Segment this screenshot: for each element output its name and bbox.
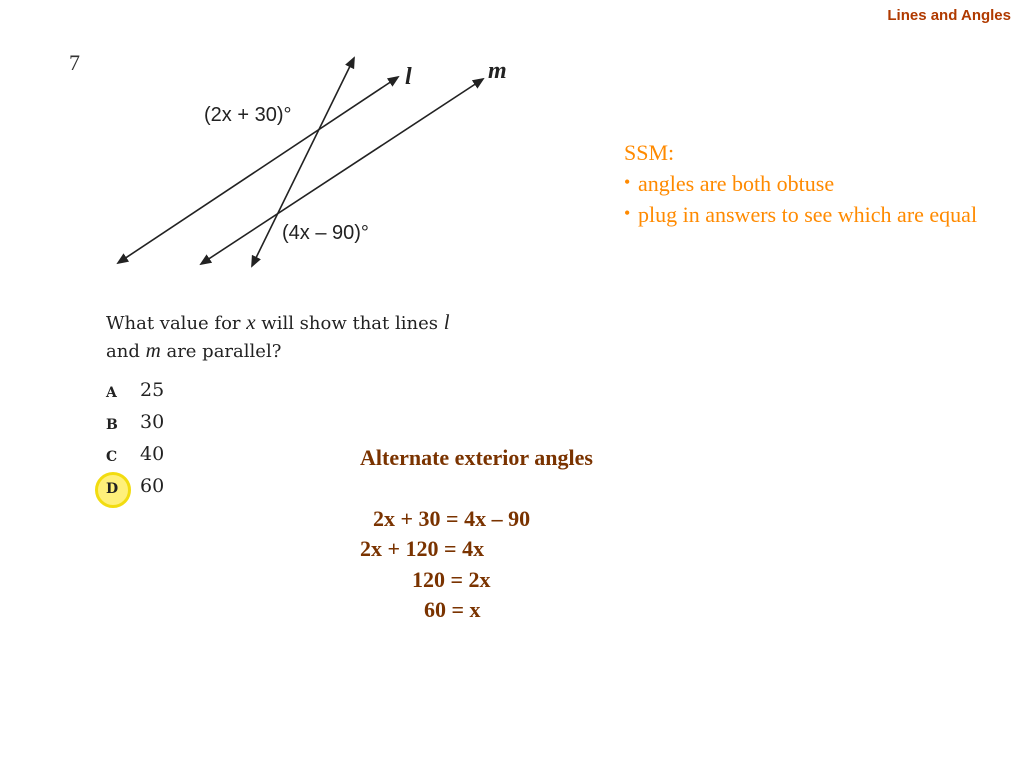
choice-a[interactable] xyxy=(106,379,226,407)
ssm-bullet: • plug in answers to see which are equal xyxy=(624,199,1004,230)
question-line-1: What value for x will show that lines l xyxy=(106,310,450,334)
ssm-bullet-list xyxy=(624,168,1004,230)
angle-bottom-label: (4x – 90)° xyxy=(282,222,369,244)
solution-title: Alternate exterior angles xyxy=(360,445,593,470)
solution-step-1: 2x + 30 = 4x – 90 xyxy=(373,506,531,531)
line-m-label: m xyxy=(488,58,507,84)
choice-b[interactable] xyxy=(106,411,226,439)
choice-value: 60 xyxy=(140,475,165,497)
ssm-notes xyxy=(624,137,1004,230)
solution-step-3: 120 = 2x xyxy=(412,567,491,592)
choice-value: 40 xyxy=(140,443,165,465)
solution-step-2: 2x + 120 = 4x xyxy=(360,536,485,561)
ssm-heading: SSM: xyxy=(624,140,675,165)
choice-letter: A xyxy=(106,385,118,401)
choice-value: 25 xyxy=(140,379,165,401)
line-l-label: l xyxy=(405,64,412,90)
solution-step-4: 60 = x xyxy=(424,597,481,622)
choice-d-highlighted[interactable] xyxy=(106,475,226,503)
question-number: 7 xyxy=(69,50,80,75)
choice-value: 30 xyxy=(140,411,165,433)
choice-letter: B xyxy=(106,417,119,433)
question-text xyxy=(106,309,566,365)
choice-letter: D xyxy=(106,481,119,497)
question-line-2: and m are parallel? xyxy=(106,338,282,362)
angle-top-label: (2x + 30)° xyxy=(204,104,292,126)
slide-title: Lines and Angles xyxy=(887,7,1011,24)
ssm-bullet: • angles are both obtuse xyxy=(624,168,1004,199)
choice-c[interactable] xyxy=(106,443,226,471)
choice-letter: C xyxy=(106,449,118,465)
